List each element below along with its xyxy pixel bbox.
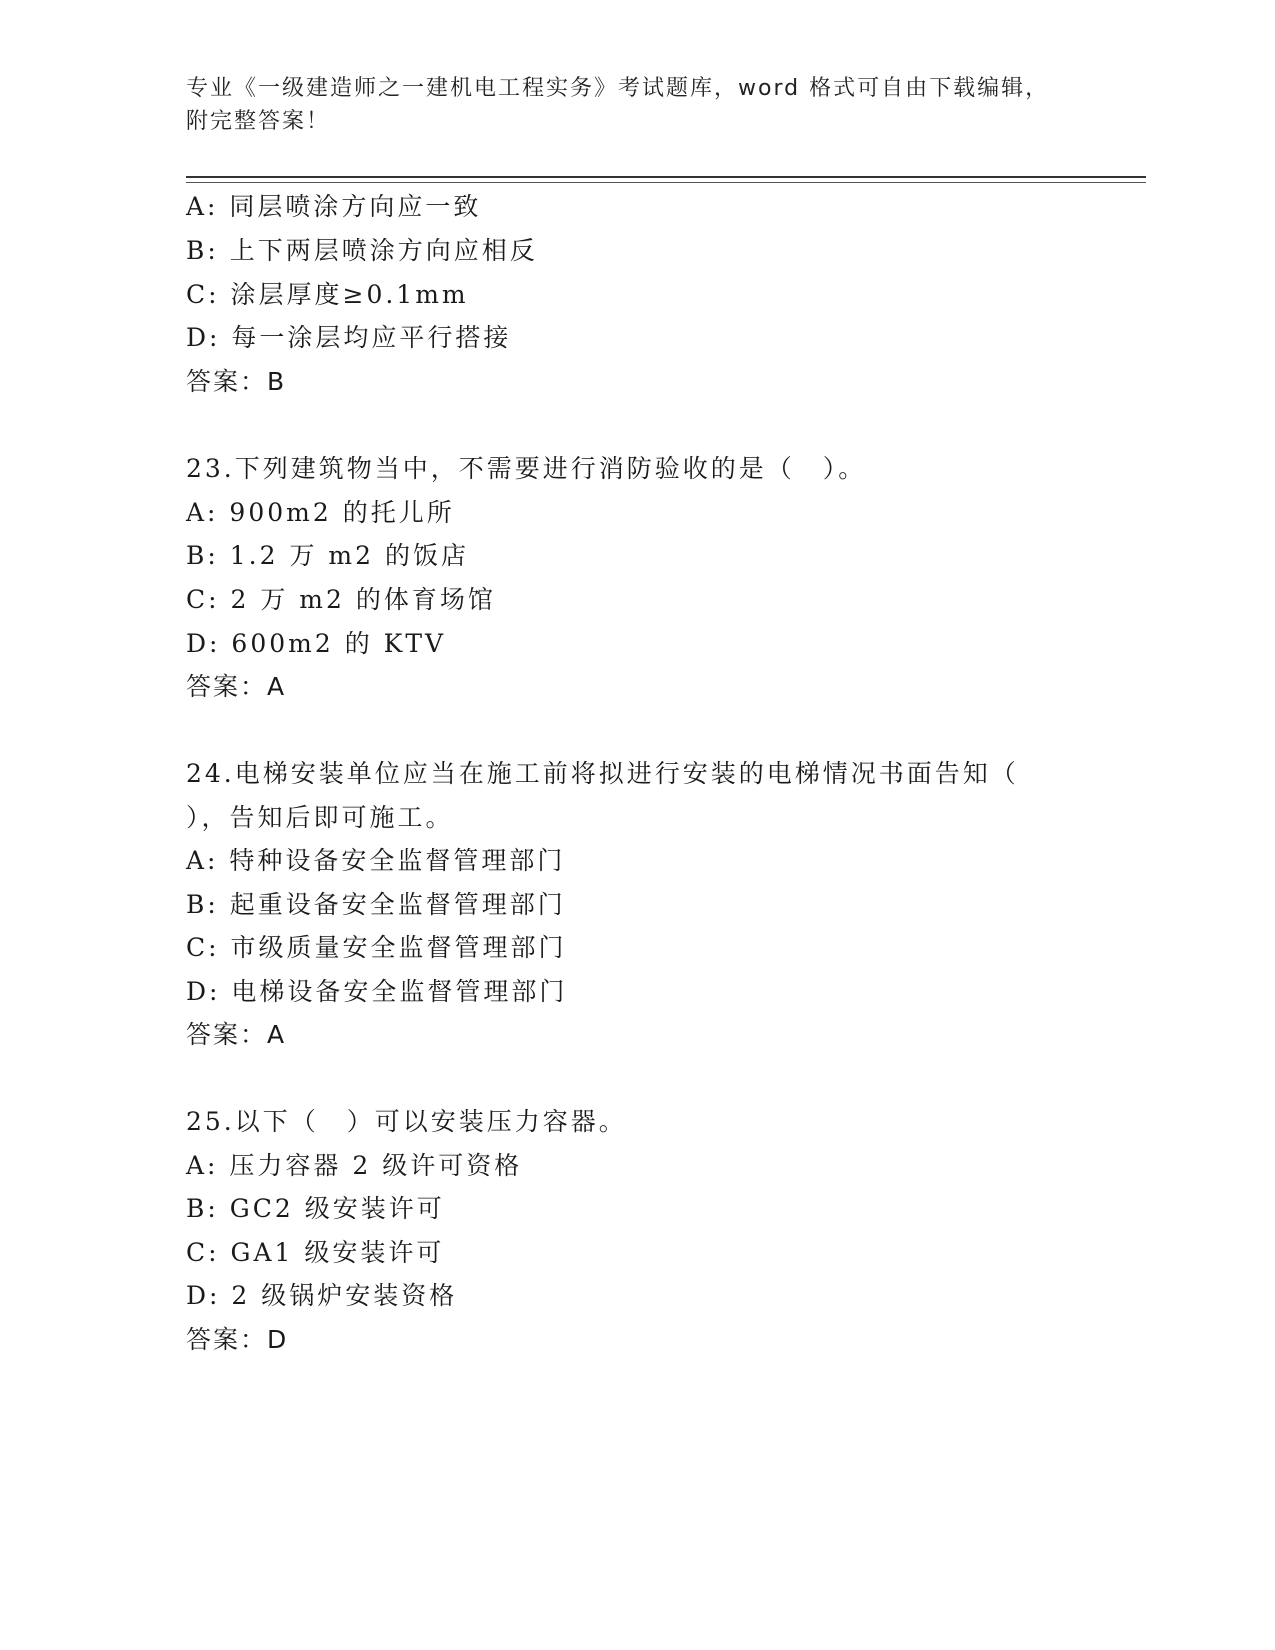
prev-option-c: C: 涂层厚度≥0.1mm bbox=[186, 280, 469, 309]
q24-option-c: C: 市级质量安全监督管理部门 bbox=[186, 933, 567, 962]
prev-option-b: B: 上下两层喷涂方向应相反 bbox=[186, 236, 538, 265]
q25-option-c: C: GA1 级安装许可 bbox=[186, 1238, 445, 1267]
q24-option-b: B: 起重设备安全监督管理部门 bbox=[186, 890, 566, 919]
prev-option-d: D: 每一涂层均应平行搭接 bbox=[186, 323, 512, 352]
q24-stem-line-1: 24.电梯安装单位应当在施工前将拟进行安装的电梯情况书面告知（ bbox=[186, 759, 1019, 788]
header-line-1: 专业《一级建造师之一建机电工程实务》考试题库，word 格式可自由下载编辑， bbox=[186, 76, 1050, 101]
q24-option-d: D: 电梯设备安全监督管理部门 bbox=[186, 977, 568, 1006]
q25-answer: 答案：D bbox=[186, 1325, 289, 1354]
q24-stem-line-2: ），告知后即可施工。 bbox=[186, 803, 454, 832]
q25-option-d: D: 2 级锅炉安装资格 bbox=[186, 1281, 458, 1310]
document-header bbox=[186, 72, 1066, 138]
q23-answer: 答案：A bbox=[186, 672, 287, 701]
prev-answer: 答案：B bbox=[186, 367, 287, 396]
header-divider-thick bbox=[186, 176, 1146, 178]
q23-option-c: C: 2 万 m2 的体育场馆 bbox=[186, 585, 496, 614]
q24-answer: 答案：A bbox=[186, 1020, 287, 1049]
q24-option-a: A: 特种设备安全监督管理部门 bbox=[186, 846, 566, 875]
q23-stem: 23.下列建筑物当中，不需要进行消防验收的是（ ）。 bbox=[186, 454, 867, 483]
q25-stem: 25.以下（ ）可以安装压力容器。 bbox=[186, 1107, 627, 1136]
header-divider-thin bbox=[186, 182, 1146, 183]
q23-option-b: B: 1.2 万 m2 的饭店 bbox=[186, 541, 469, 570]
header-line-2: 附完整答案！ bbox=[186, 109, 331, 134]
prev-option-a: A: 同层喷涂方向应一致 bbox=[186, 192, 482, 221]
q23-option-a: A: 900m2 的托儿所 bbox=[186, 498, 455, 527]
q23-option-d: D: 600m2 的 KTV bbox=[186, 629, 447, 658]
q25-option-b: B: GC2 级安装许可 bbox=[186, 1194, 445, 1223]
q25-option-a: A: 压力容器 2 级许可资格 bbox=[186, 1151, 523, 1180]
